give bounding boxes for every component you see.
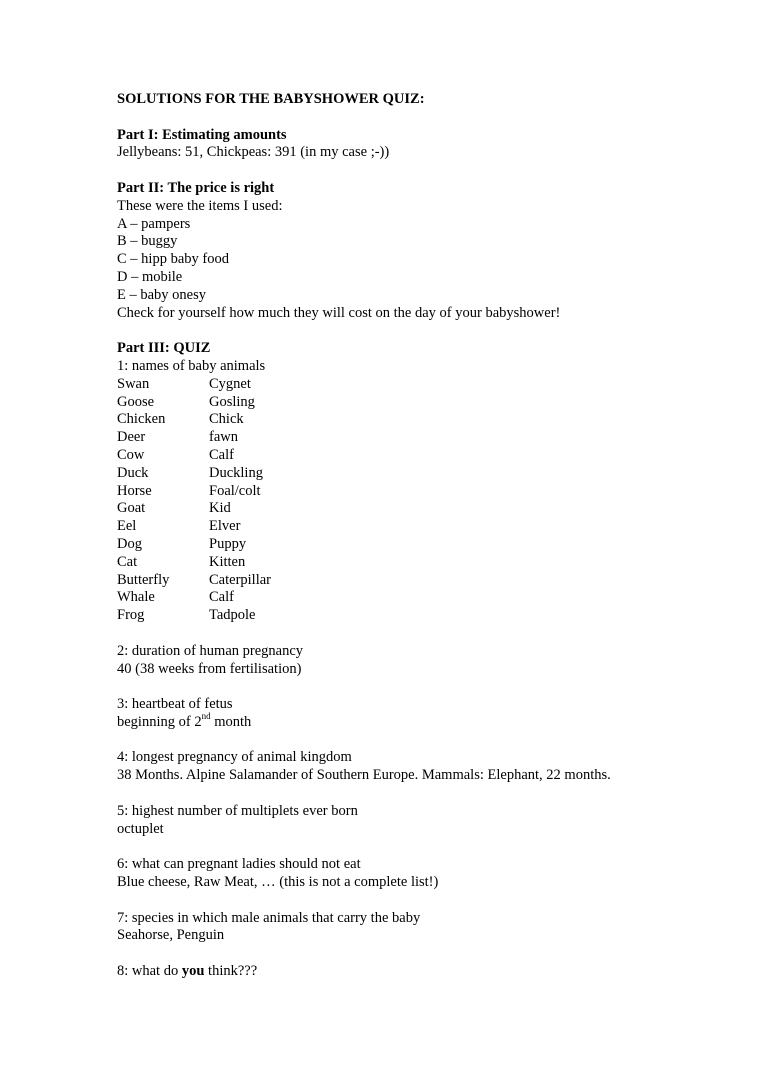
baby-animal: Puppy: [209, 535, 247, 552]
question-7: 7: species in which male animals that carry the baby: [117, 909, 421, 926]
adult-animal: Frog: [117, 607, 145, 624]
part2-intro: These were the items I used:: [117, 197, 283, 214]
answer-5: octuplet: [117, 820, 164, 837]
question-5: 5: highest number of multiplets ever born: [117, 802, 358, 819]
answer-7: Seahorse, Penguin: [117, 927, 225, 944]
part2-note: Check for yourself how much they will cost on the day of your babyshower!: [117, 304, 561, 321]
adult-animal: Swan: [117, 375, 150, 392]
baby-animal: Calf: [209, 446, 234, 463]
question-4: 4: longest pregnancy of animal kingdom: [117, 749, 352, 766]
list-item: D – mobile: [117, 268, 183, 285]
baby-animal: Kitten: [209, 553, 246, 570]
table-row: [117, 483, 737, 501]
adult-animal: Cow: [117, 446, 145, 463]
table-row: [117, 429, 737, 447]
list-item: E – baby onesy: [117, 286, 206, 303]
question-2: 2: duration of human pregnancy: [117, 642, 304, 659]
question-3: 3: heartbeat of fetus: [117, 696, 233, 713]
question-8-suffix: think???: [204, 963, 258, 980]
adult-animal: Dog: [117, 535, 142, 552]
list-item: B – buggy: [117, 233, 178, 250]
baby-animal: Gosling: [209, 393, 255, 410]
adult-animal: Eel: [117, 518, 137, 535]
part1-heading: Part I: Estimating amounts: [117, 126, 287, 143]
adult-animal: Duck: [117, 464, 149, 481]
baby-animal: Kid: [209, 500, 231, 517]
adult-animal: Horse: [117, 482, 152, 499]
part2-item-list: [117, 216, 737, 305]
baby-animal: Caterpillar: [209, 571, 272, 588]
baby-animal: Tadpole: [209, 607, 256, 624]
document-title: SOLUTIONS FOR THE BABYSHOWER QUIZ:: [117, 91, 425, 107]
part2-heading: Part II: The price is right: [117, 179, 275, 196]
table-row: [117, 447, 737, 465]
part1-text: Jellybeans: 51, Chickpeas: 391 (in my case ;-)): [117, 144, 390, 161]
question-8: [117, 963, 737, 981]
list-item: C – hipp baby food: [117, 251, 229, 268]
adult-animal: Goat: [117, 500, 146, 517]
question-8-text: 8: what do: [117, 963, 182, 980]
adult-animal: Whale: [117, 589, 155, 606]
table-row: [117, 376, 737, 394]
table-row: [117, 465, 737, 483]
adult-animal: Cat: [117, 553, 138, 570]
table-row: [117, 554, 737, 572]
question-6: 6: what can pregnant ladies should not eat: [117, 856, 361, 873]
table-row: [117, 394, 737, 412]
table-row: [117, 589, 737, 607]
adult-animal: Deer: [117, 429, 146, 446]
answer-2: 40 (38 weeks from fertilisation): [117, 660, 302, 677]
table-row: [117, 411, 737, 429]
table-row: [117, 572, 737, 590]
baby-animal: Elver: [209, 518, 241, 535]
baby-animal: Calf: [209, 589, 234, 606]
adult-animal: Goose: [117, 393, 155, 410]
part3-heading: Part III: QUIZ: [117, 340, 211, 357]
baby-animal: Cygnet: [209, 375, 251, 392]
table-row: [117, 500, 737, 518]
answer-6: Blue cheese, Raw Meat, … (this is not a complete list!): [117, 874, 439, 891]
table-row: [117, 607, 737, 625]
baby-animal: Duckling: [209, 464, 263, 481]
adult-animal: Chicken: [117, 411, 166, 428]
document-body: [117, 91, 737, 981]
list-item: A – pampers: [117, 215, 191, 232]
adult-animal: Butterfly: [117, 571, 170, 588]
table-row: [117, 518, 737, 536]
baby-animal: fawn: [209, 429, 238, 446]
answer-3: [117, 711, 737, 732]
question-8-emphasis: you: [181, 963, 205, 980]
answer-3-text: beginning of 2: [117, 713, 202, 730]
question-1: 1: names of baby animals: [117, 357, 266, 374]
baby-animal: Chick: [209, 411, 244, 428]
answer-3-suffix: month: [210, 713, 252, 730]
table-row: [117, 536, 737, 554]
baby-animal: Foal/colt: [209, 482, 261, 499]
answer-4: 38 Months. Alpine Salamander of Southern Europe. Mammals: Elephant, 22 months.: [117, 767, 611, 784]
animal-table: [117, 376, 737, 625]
answer-3-superscript: nd: [201, 711, 211, 722]
